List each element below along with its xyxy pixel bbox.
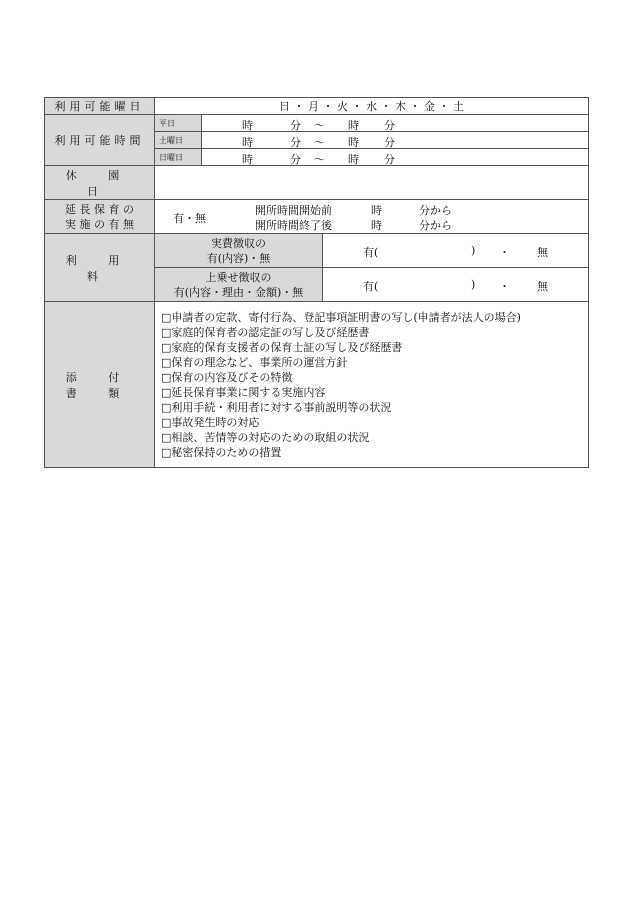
sunday-label: 日曜日 xyxy=(155,149,202,166)
attachment-item[interactable]: □相談、苦情等の対応のための取組の状況 xyxy=(161,430,370,444)
attachment-item[interactable]: □保育の理念など、事業所の運営方針 xyxy=(161,355,348,369)
available-hours-label: 利用可能時間 xyxy=(45,115,155,166)
attachment-item[interactable]: □保育の内容及びその特徴 xyxy=(161,370,293,384)
extended-after-label: 開所時間終了後 xyxy=(255,219,332,232)
extended-care-label xyxy=(45,200,155,234)
attachment-item[interactable]: □事故発生時の対応 xyxy=(161,415,260,429)
sunday-min2: 分 xyxy=(384,153,395,166)
weekday-hour1: 時 xyxy=(242,119,253,132)
closed-days-label: 休 園 日 xyxy=(45,166,155,200)
sunday-min1: 分 xyxy=(290,153,301,166)
row-closed-days xyxy=(45,166,589,200)
extended-care-choice[interactable]: 有・無 xyxy=(173,212,206,225)
attachment-item[interactable]: □家庭的保育者の認定証の写し及び経歴書 xyxy=(161,325,370,339)
extended-care-label-line2: 実 施 の 有 無 xyxy=(65,217,134,231)
attachment-item[interactable]: □利用手続・利用者に対する事前説明等の状況 xyxy=(161,400,392,414)
fee-label: 利 用 料 xyxy=(45,234,155,302)
saturday-time-field[interactable] xyxy=(202,132,589,149)
row-fee-actual xyxy=(45,234,589,268)
extended-before-hour: 時 xyxy=(371,204,382,217)
fee-actual-yes: 有( xyxy=(363,246,379,259)
fee-extra-yes: 有( xyxy=(363,280,379,293)
saturday-min1: 分 xyxy=(290,136,301,149)
weekday-label: 平日 xyxy=(155,115,202,132)
attachment-item[interactable]: □延長保育事業に関する実施内容 xyxy=(161,385,326,399)
attachments-list xyxy=(155,302,589,468)
fee-actual-close: ) xyxy=(471,244,476,257)
row-hours-weekday xyxy=(45,115,589,132)
saturday-tilde: ～ xyxy=(314,136,325,149)
saturday-label: 土曜日 xyxy=(155,132,202,149)
attachment-item[interactable]: □秘密保持のための措置 xyxy=(161,445,282,459)
weekday-tilde: ～ xyxy=(314,119,325,132)
fee-extra-dot: ・ xyxy=(499,280,510,293)
attachment-item[interactable]: □申請者の定款、寄付行為、登記事項証明書の写し(申請者が法人の場合) xyxy=(161,310,521,324)
saturday-min2: 分 xyxy=(384,136,395,149)
row-attachments xyxy=(45,302,589,468)
fee-extra-close: ) xyxy=(471,278,476,291)
weekday-hour2: 時 xyxy=(348,119,359,132)
row-extended-care xyxy=(45,200,589,234)
saturday-hour2: 時 xyxy=(348,136,359,149)
extended-before-label: 開所時間開始前 xyxy=(255,204,332,217)
weekday-min1: 分 xyxy=(290,119,301,132)
fee-extra-label-line1: 上乗せ徴収の xyxy=(205,270,272,284)
fee-actual-label-line2: 有(内容)・無 xyxy=(206,251,271,265)
fee-actual-no: 無 xyxy=(537,246,548,259)
saturday-hour1: 時 xyxy=(242,136,253,149)
extended-care-field[interactable] xyxy=(155,200,589,234)
fee-actual-dot: ・ xyxy=(499,246,510,259)
sunday-hour1: 時 xyxy=(242,153,253,166)
extended-after-hour: 時 xyxy=(371,219,382,232)
row-available-days xyxy=(45,98,589,115)
available-days-value: 日 ・ 月 ・ 火 ・ 水 ・ 木 ・ 金 ・ 土 xyxy=(155,98,589,115)
fee-actual-label-line1: 実費徴収の xyxy=(211,236,266,250)
attachment-item[interactable]: □家庭的保育支援者の保育士証の写し及び経歴書 xyxy=(161,340,403,354)
fee-actual-label xyxy=(155,234,323,268)
sunday-tilde: ～ xyxy=(314,153,325,166)
fee-extra-field[interactable] xyxy=(323,268,589,302)
available-days-label: 利用可能曜日 xyxy=(45,98,155,115)
fee-extra-no: 無 xyxy=(537,280,548,293)
fee-extra-label-line2: 有(内容・理由・金額)・無 xyxy=(173,285,304,299)
extended-before-min: 分から xyxy=(419,204,452,217)
weekday-min2: 分 xyxy=(384,119,395,132)
extended-care-label-line1: 延 長 保 育 の xyxy=(65,202,134,216)
weekday-time-field[interactable] xyxy=(202,115,589,132)
sunday-time-field[interactable] xyxy=(202,149,589,166)
closed-days-field[interactable] xyxy=(155,166,589,200)
fee-actual-field[interactable] xyxy=(323,234,589,268)
extended-after-min: 分から xyxy=(419,219,452,232)
sunday-hour2: 時 xyxy=(348,153,359,166)
fee-extra-label xyxy=(155,268,323,302)
attachments-label: 添 付 書 類 xyxy=(45,302,155,468)
application-form-table xyxy=(44,97,589,468)
